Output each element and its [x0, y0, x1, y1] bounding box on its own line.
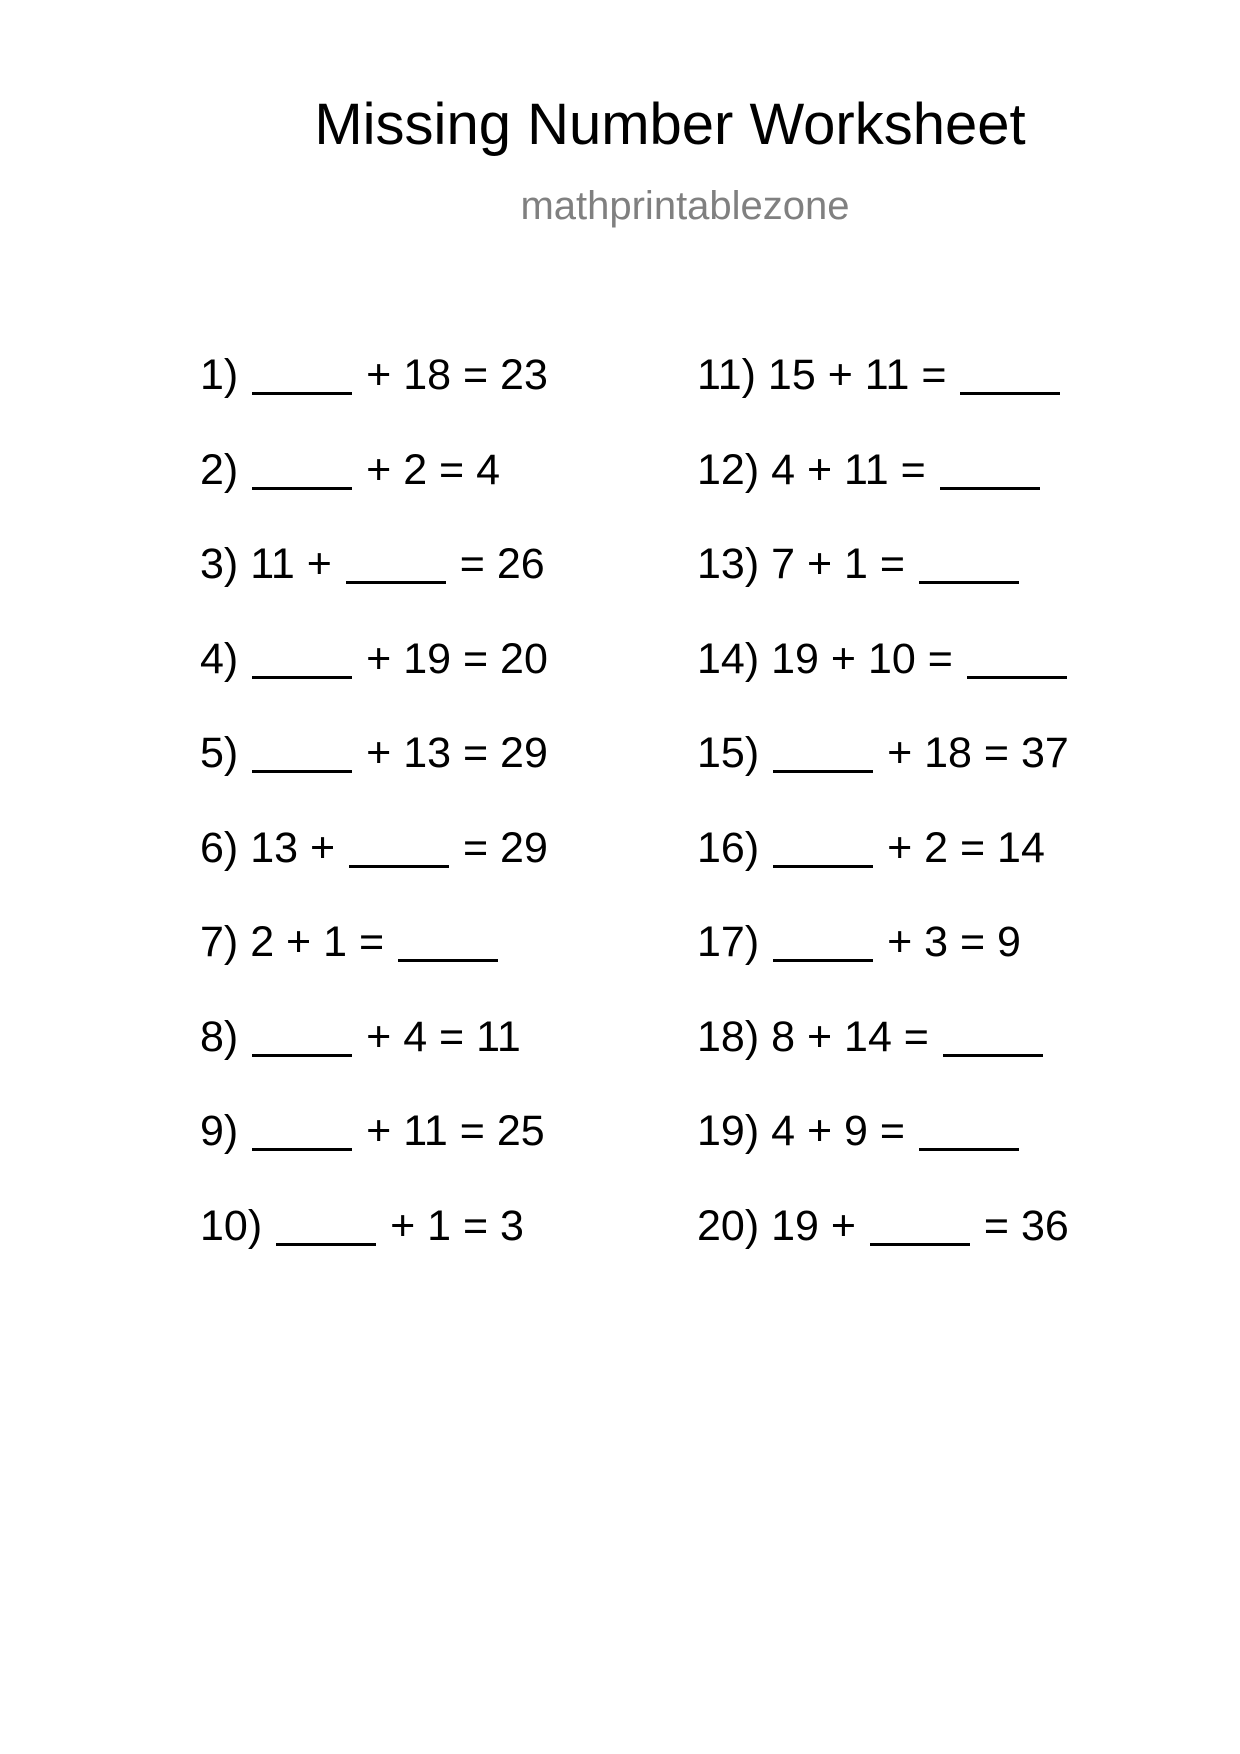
- answer-blank[interactable]: [252, 1018, 352, 1057]
- problem-rest: + 2 = 14: [887, 823, 1045, 872]
- problem-rest: + 13 = 29: [366, 729, 548, 777]
- problem-6: [200, 823, 548, 918]
- problem-rest: = 29: [462, 823, 548, 872]
- problem-3: [200, 539, 548, 634]
- problem-rest: + 11 = 25: [366, 1107, 545, 1155]
- answer-blank[interactable]: [773, 923, 873, 962]
- answer-blank[interactable]: [252, 640, 352, 679]
- problem-lead: 15 + 11 =: [767, 351, 947, 399]
- problem-14: [697, 634, 1069, 729]
- problem-number: 20): [697, 1201, 760, 1250]
- problem-lead: 19 + 10 =: [771, 634, 953, 683]
- problem-lead: 4 + 11 =: [771, 445, 926, 494]
- answer-blank[interactable]: [919, 545, 1019, 584]
- problem-8: [200, 1012, 548, 1107]
- problem-rest: + 3 = 9: [887, 918, 1021, 966]
- answer-blank[interactable]: [252, 451, 352, 490]
- answer-blank[interactable]: [252, 356, 352, 395]
- problem-number: 19): [697, 1107, 760, 1155]
- problem-13: [697, 539, 1069, 634]
- answer-blank[interactable]: [773, 829, 873, 868]
- answer-blank[interactable]: [773, 734, 873, 773]
- problem-1: [200, 350, 548, 445]
- problem-9: [200, 1106, 548, 1201]
- worksheet-subtitle: mathprintablezone: [520, 184, 850, 228]
- problem-number: 6): [200, 823, 239, 872]
- answer-blank[interactable]: [960, 356, 1060, 395]
- problem-column-right: [697, 350, 1069, 1295]
- problem-17: [697, 917, 1069, 1012]
- problem-lead: 11 +: [250, 540, 332, 588]
- problem-number: 16): [697, 823, 760, 872]
- problem-number: 12): [697, 445, 760, 494]
- problem-4: [200, 634, 548, 729]
- problem-5: [200, 728, 548, 823]
- problem-lead: 8 + 14 =: [771, 1012, 929, 1061]
- answer-blank[interactable]: [252, 1112, 352, 1151]
- problem-number: 3): [200, 540, 239, 588]
- worksheet-title: Missing Number Worksheet: [314, 92, 1026, 157]
- problem-column-left: [200, 350, 548, 1295]
- answer-blank[interactable]: [252, 734, 352, 773]
- answer-blank[interactable]: [276, 1207, 376, 1246]
- answer-blank[interactable]: [919, 1112, 1019, 1151]
- problem-15: [697, 728, 1069, 823]
- problem-number: 7): [200, 918, 239, 966]
- problem-11: [697, 350, 1069, 445]
- problem-lead: 4 + 9 =: [771, 1107, 906, 1155]
- problem-number: 15): [697, 729, 760, 777]
- problem-lead: 13 +: [250, 823, 336, 872]
- problem-rest: + 1 = 3: [390, 1201, 524, 1250]
- problem-number: 14): [697, 634, 760, 683]
- problem-number: 2): [200, 445, 239, 494]
- problem-number: 8): [200, 1012, 239, 1061]
- problem-rest: + 18 = 23: [366, 351, 548, 399]
- problem-18: [697, 1012, 1069, 1107]
- problem-number: 5): [200, 729, 239, 777]
- answer-blank[interactable]: [870, 1207, 970, 1246]
- problem-rest: = 26: [459, 540, 545, 588]
- problem-number: 18): [697, 1012, 760, 1061]
- problem-rest: + 4 = 11: [366, 1012, 521, 1061]
- problem-12: [697, 445, 1069, 540]
- problem-rest: = 36: [983, 1201, 1069, 1250]
- answer-blank[interactable]: [967, 640, 1067, 679]
- problem-number: 17): [697, 918, 760, 966]
- problem-number: 4): [200, 634, 239, 683]
- problem-lead: 7 + 1 =: [771, 540, 906, 588]
- problem-19: [697, 1106, 1069, 1201]
- answer-blank[interactable]: [940, 451, 1040, 490]
- problem-number: 10): [200, 1201, 263, 1250]
- answer-blank[interactable]: [349, 829, 449, 868]
- problem-rest: + 2 = 4: [366, 445, 501, 494]
- problem-lead: 19 +: [771, 1201, 856, 1250]
- problem-rest: + 19 = 20: [366, 634, 548, 683]
- problem-20: [697, 1201, 1069, 1296]
- answer-blank[interactable]: [398, 923, 498, 962]
- problem-10: [200, 1201, 548, 1296]
- problem-16: [697, 823, 1069, 918]
- problem-rest: + 18 = 37: [887, 729, 1069, 777]
- problem-number: 9): [200, 1107, 239, 1155]
- answer-blank[interactable]: [346, 545, 446, 584]
- problem-7: [200, 917, 548, 1012]
- problem-number: 13): [697, 540, 760, 588]
- problem-lead: 2 + 1 =: [250, 918, 385, 966]
- problem-2: [200, 445, 548, 540]
- problem-number: 11): [697, 351, 756, 399]
- answer-blank[interactable]: [943, 1018, 1043, 1057]
- problem-number: 1): [200, 351, 239, 399]
